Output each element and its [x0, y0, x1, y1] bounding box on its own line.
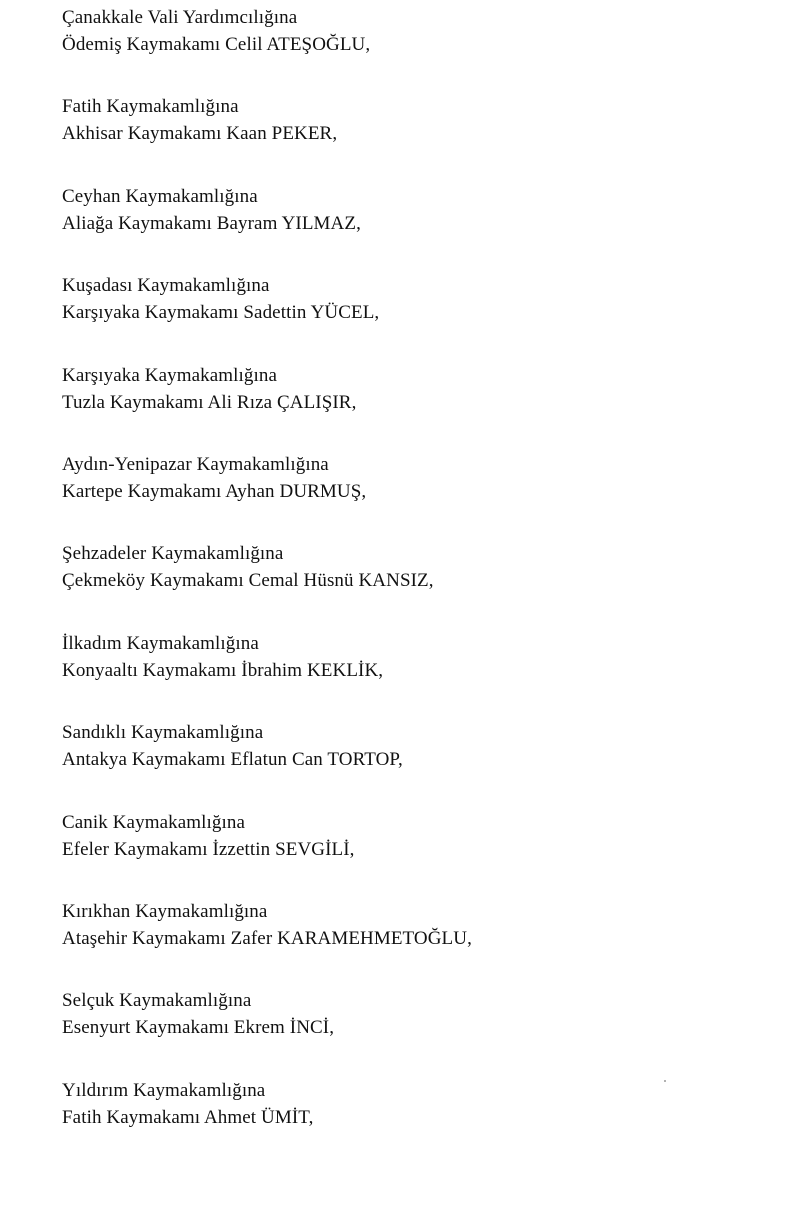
appointment-entry — [62, 183, 762, 272]
appointment-post: Şehzadeler Kaymakamlığına — [62, 543, 284, 565]
appointment-post: Fatih Kaymakamlığına — [62, 96, 239, 118]
appointment-post: Canik Kaymakamlığına — [62, 811, 245, 833]
appointment-entry — [62, 93, 762, 182]
appointee: Çekmeköy Kaymakamı Cemal Hüsnü KANSIZ, — [62, 570, 434, 592]
appointment-entry — [62, 809, 762, 898]
appointee: Konyaaltı Kaymakamı İbrahim KEKLİK, — [62, 659, 384, 681]
appointment-entry — [62, 898, 762, 987]
appointee: Aliağa Kaymakamı Bayram YILMAZ, — [62, 212, 361, 234]
appointment-entry — [62, 451, 762, 540]
appointment-post: Karşıyaka Kaymakamlığına — [62, 364, 278, 386]
appointment-entry — [62, 630, 762, 719]
appointee: Kartepe Kaymakamı Ayhan DURMUŞ, — [62, 480, 367, 502]
appointee: Antakya Kaymakamı Eflatun Can TORTOP, — [62, 749, 403, 771]
appointee: Tuzla Kaymakamı Ali Rıza ÇALIŞIR, — [62, 391, 357, 413]
appointment-post: Selçuk Kaymakamlığına — [62, 990, 252, 1012]
appointment-entry — [62, 540, 762, 629]
appointee: Ataşehir Kaymakamı Zafer KARAMEHMETOĞLU, — [62, 927, 472, 949]
appointment-post: Kuşadası Kaymakamlığına — [62, 275, 270, 297]
appointment-entry — [62, 272, 762, 361]
appointment-entry — [62, 4, 762, 93]
appointee: Akhisar Kaymakamı Kaan PEKER, — [62, 123, 338, 145]
appointee: Karşıyaka Kaymakamı Sadettin YÜCEL, — [62, 302, 380, 324]
appointee: Efeler Kaymakamı İzzettin SEVGİLİ, — [62, 838, 355, 860]
scan-speck — [664, 1080, 666, 1082]
appointment-post: Ceyhan Kaymakamlığına — [62, 185, 258, 207]
appointment-post: Çanakkale Vali Yardımcılığına — [62, 7, 298, 28]
appointment-post: Aydın-Yenipazar Kaymakamlığına — [62, 453, 329, 475]
appointment-entry — [62, 987, 762, 1076]
appointee: Ödemiş Kaymakamı Celil ATEŞOĞLU, — [62, 34, 371, 55]
appointment-post: Sandıklı Kaymakamlığına — [62, 722, 264, 744]
appointment-entry — [62, 362, 762, 451]
appointment-post: Yıldırım Kaymakamlığına — [62, 1079, 266, 1101]
appointee: Esenyurt Kaymakamı Ekrem İNCİ, — [62, 1017, 335, 1039]
appointment-entry — [62, 1077, 762, 1166]
appointment-entry — [62, 719, 762, 808]
appointment-post: Kırıkhan Kaymakamlığına — [62, 900, 268, 922]
appointee: Fatih Kaymakamı Ahmet ÜMİT, — [62, 1106, 314, 1128]
appointment-list — [62, 4, 762, 1166]
appointment-post: İlkadım Kaymakamlığına — [62, 632, 259, 654]
